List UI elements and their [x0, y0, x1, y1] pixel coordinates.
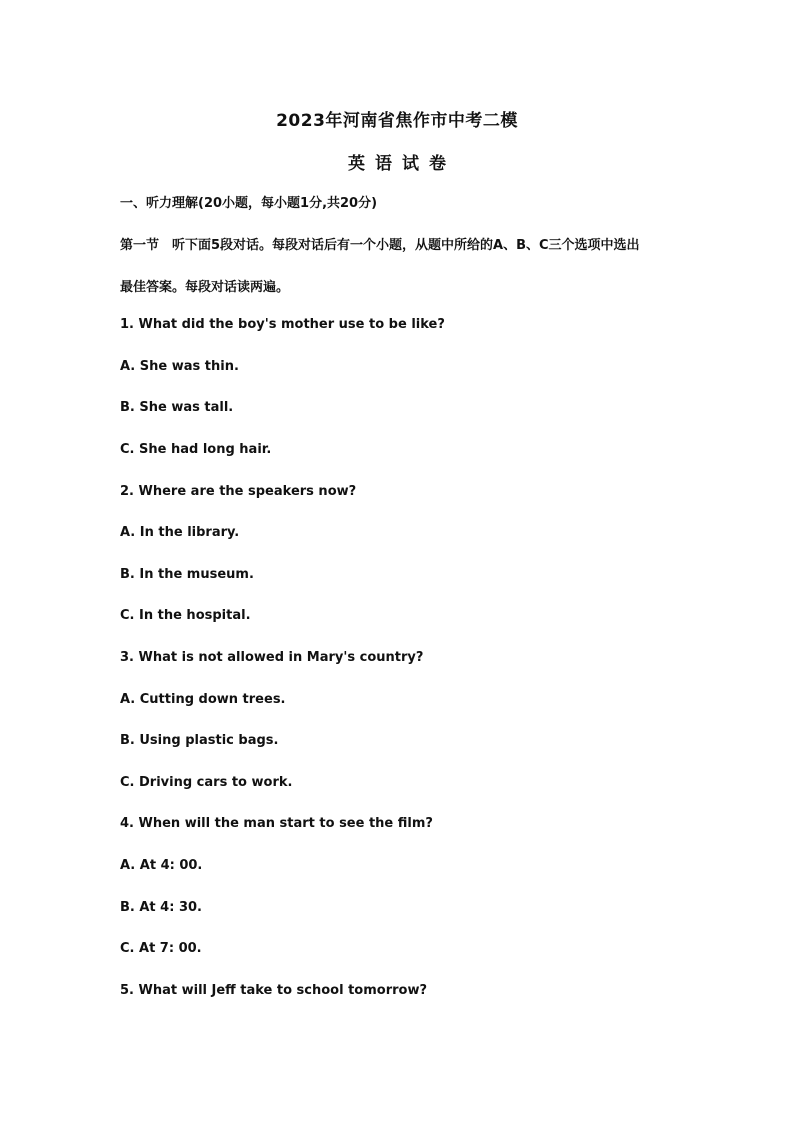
question-3-option-b: B. Using plastic bags.: [120, 733, 279, 748]
question-4-stem: 4. When will the man start to see the film?: [120, 816, 433, 831]
question-1-stem: 1. What did the boy's mother use to be like?: [120, 317, 445, 332]
question-1-option-c: C. She had long hair.: [120, 442, 272, 457]
question-1-option-a: A. She was thin.: [120, 359, 239, 374]
question-3-option-c: C. Driving cars to work.: [120, 775, 293, 790]
question-2-option-c: C. In the hospital.: [120, 608, 251, 623]
question-4-option-c: C. At 7: 00.: [120, 941, 202, 956]
question-2-option-b: B. In the museum.: [120, 567, 254, 582]
section-heading: 一、听力理解(20小题，每小题1分,共20分): [120, 196, 378, 211]
exam-subtitle: 英语试卷: [348, 154, 456, 174]
exam-title: 2023年河南省焦作市中考二模: [276, 111, 518, 131]
question-1-option-b: B. She was tall.: [120, 400, 234, 415]
instruction-line-1: 第一节 听下面5段对话。每段对话后有一个小题，从题中所给的A、B、C三个选项中选出: [120, 238, 640, 253]
question-2-option-a: A. In the library.: [120, 525, 240, 540]
question-3-stem: 3. What is not allowed in Mary's country?: [120, 650, 424, 665]
question-3-option-a: A. Cutting down trees.: [120, 692, 286, 707]
instruction-line-2: 最佳答案。每段对话读两遍。: [120, 280, 290, 295]
question-4-option-a: A. At 4: 00.: [120, 858, 203, 873]
question-2-stem: 2. Where are the speakers now?: [120, 484, 357, 499]
question-5-stem: 5. What will Jeff take to school tomorrow?: [120, 983, 427, 998]
question-4-option-b: B. At 4: 30.: [120, 900, 202, 915]
